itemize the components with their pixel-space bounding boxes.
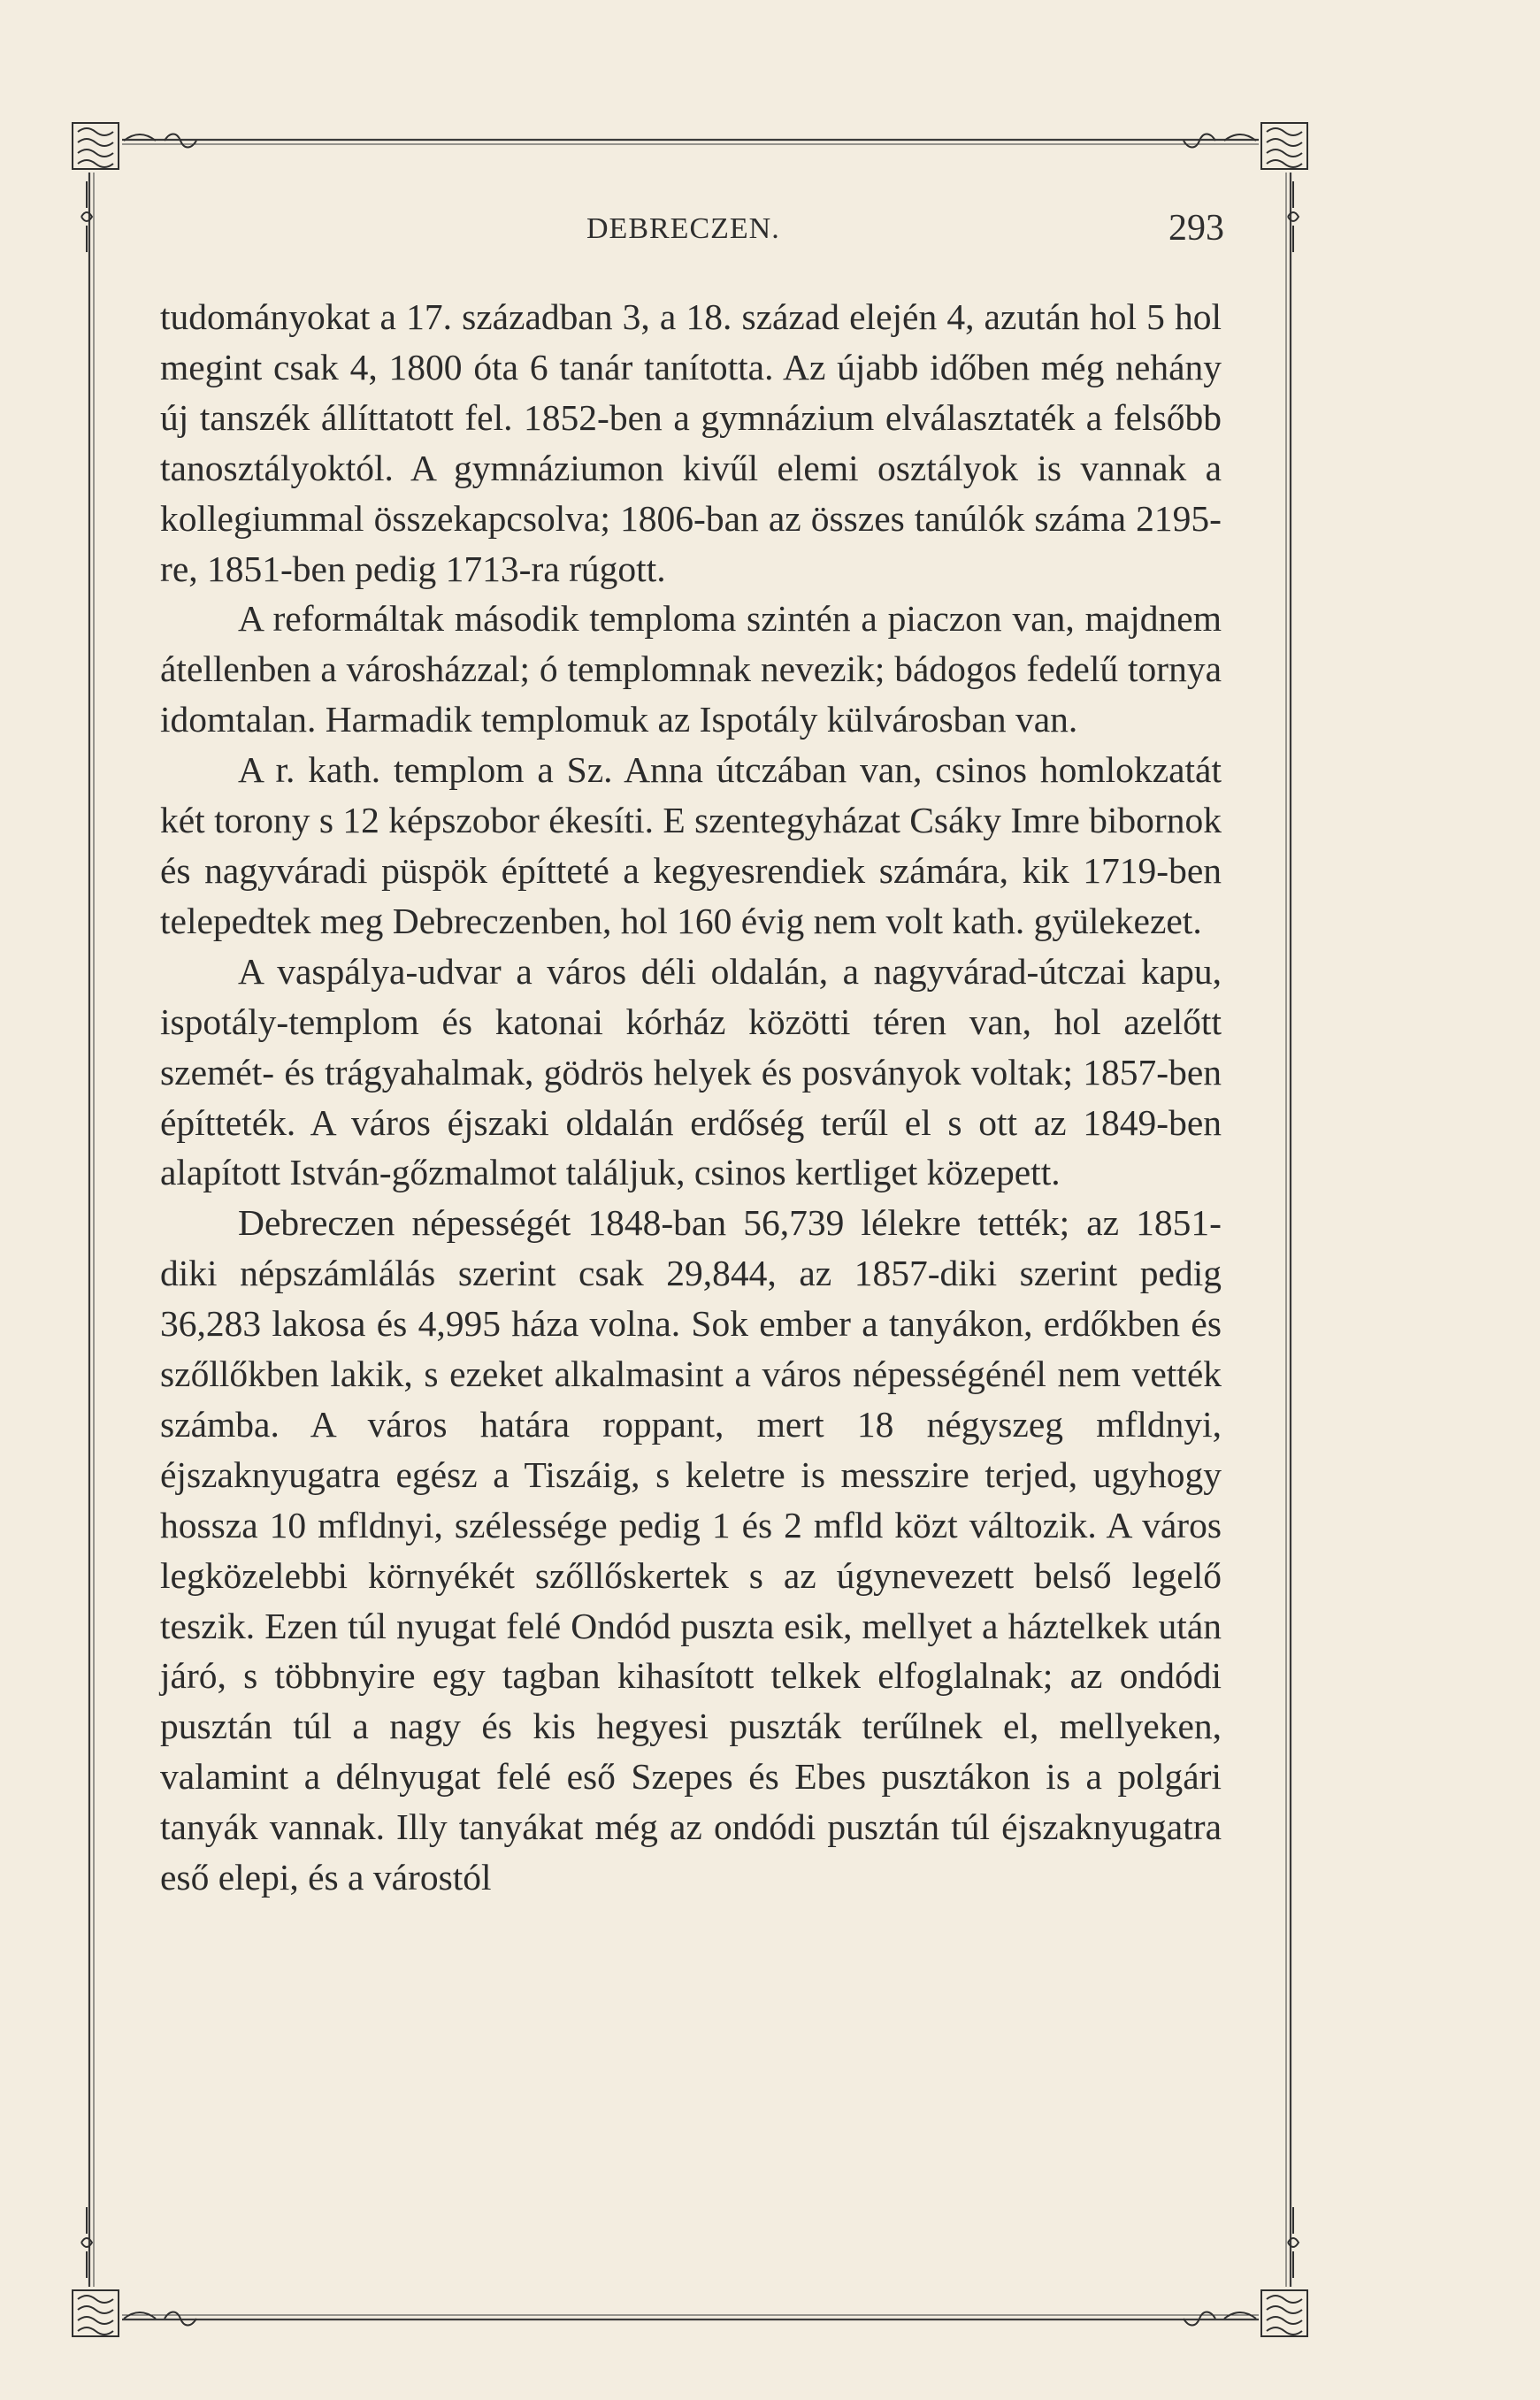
paragraph: A reformáltak második temploma szintén a piaczon van, majdnem átellenben a városházzal; ó templomnak nevezik; bádogos fedelű tornya idomtalan. Harmadik templomuk az Ispotály külvárosban van. (160, 598, 1222, 740)
paragraph: A vaspálya-udvar a város déli oldalán, a nagyvárad-útczai kapu, ispotály-templom és katonai kórház közötti téren van, hol azelőtt szemét- és trágyahalmak, gödrös helyek és posványok voltak; 1857-ben építteték. A város éjszaki oldalán erdőség terűl el s ott az 1849-ben alapított István-gőzmalmot találjuk, csinos kertliget közepett. (160, 950, 1222, 1193)
paragraph: A r. kath. templom a Sz. Anna útczában van, csinos homlokzatát két torony s 12 képszobor ékesíti. E szentegyházat Csáky Imre bibornok és nagyváradi püspök építteté a kegyesrendiek számára, kik 1719-ben telepedtek meg Debreczenben, hol 160 évig nem volt kath. gyülekezet. (160, 749, 1222, 941)
body-text (160, 292, 1222, 1903)
page-frame (69, 119, 1311, 2340)
paragraph: tudományokat a 17. században 3, a 18. század elején 4, azután hol 5 hol megint csak 4, 1800 óta 6 tanár tanította. Az újabb időben még nehány új tanszék állíttatott fel. 1852-ben a gymnázium elválasztaték a felsőbb tanosztályoktól. A gymnáziumon kivűl elemi osztályok is vannak a kollegiummal összekapcsolva; 1806-ban az összes tanúlók száma 2195-re, 1851-ben pedig 1713-ra rúgott. (160, 296, 1222, 589)
page-title: DEBRECZEN. (586, 212, 780, 245)
page-number: 293 (1168, 208, 1224, 249)
corner-ornament-bottom-right (1184, 2207, 1307, 2336)
corner-ornament-bottom-left (73, 2207, 196, 2336)
paragraph: Debreczen népességét 1848-ban 56,739 lélekre tették; az 1851-diki népszámlálás szerint csak 29,844, az 1857-diki szerint pedig 36,283 lakosa és 4,995 háza volna. Sok ember a tanyákon, erdőkben és szőllőkben lakik, s ezeket alkalmasint a város népességénél nem vették számba. A város határa roppant, mert 18 négyszeg mfldnyi, éjszaknyugatra egész a Tiszáig, s keletre is messzire terjed, ugyhogy hossza 10 mfldnyi, szélessége pedig 1 és 2 mfld közt változik. A város legközelebbi környékét szőllőskertek s az úgynevezett belső legelő teszik. Ezen túl nyugat felé Ondód puszta esik, mellyet a háztelkek után járó, s többnyire egy tagban kihasított telkek elfoglalnak; az ondódi pusztán túl a nagy és kis hegyesi puszták terűlnek el, mellyeken, valamint a délnyugat felé eső Szepes és Ebes pusztákon is a polgári tanyák vannak. Illy tanyákat még az ondódi pusztán túl éjszaknyugatra eső elepi, és a várostól (160, 1202, 1222, 1898)
running-head (69, 208, 1311, 265)
